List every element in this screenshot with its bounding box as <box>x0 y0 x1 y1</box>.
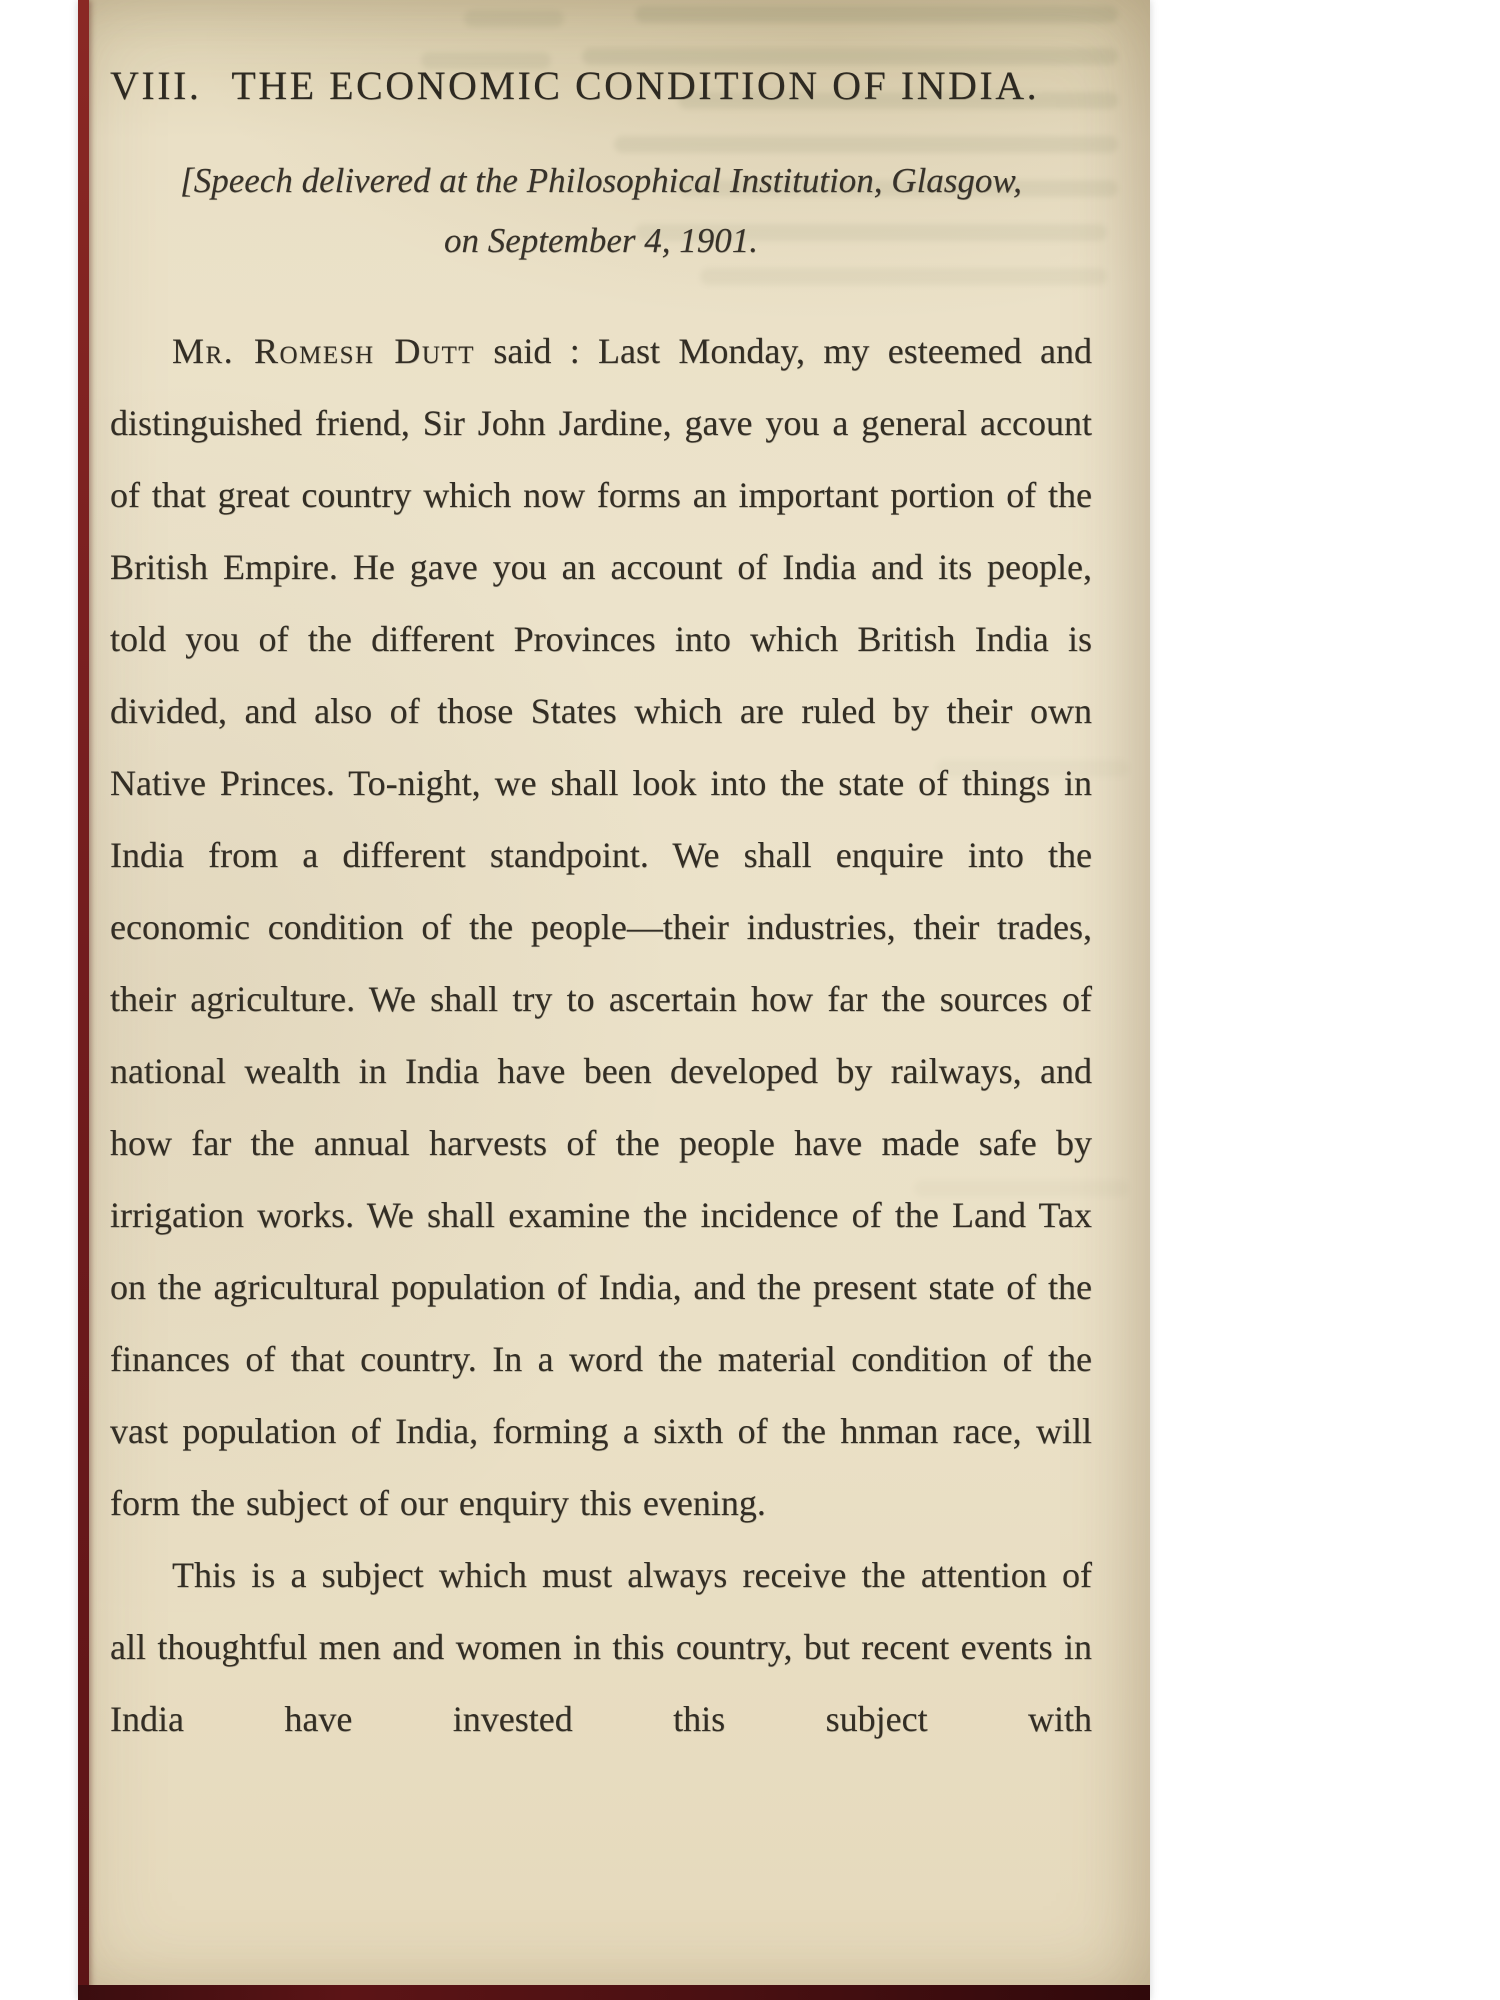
speech-note <box>110 151 1092 271</box>
paragraph-2: This is a subject which must always receive the attention of all thoughtful men and women in this country, but recent events in India have invested this subject with <box>110 1555 1092 1739</box>
binding-edge-bottom <box>78 1985 1150 2000</box>
paragraph-1-text: said : Last Monday, my esteemed and distinguished friend, Sir John Jardine, gave you a general account of that great country which now forms an important portion of the British Empire. He gave you an account of India and its people, told you of the different Provinces into which British India is divided, and also of those States which are ruled by their own Native Princes. To-night, we shall look into the state of things in India from a different standpoint. We shall enquire into the economic condition of the people—their industries, their trades, their agriculture. We shall try to ascertain how far the sources of national wealth in India have been developed by railways, and how far the annual harvests of the people have made safe by irrigation works. We shall examine the incidence of the Land Tax on the agricultural population of India, and the present state of the finances of that country. In a word the material condition of the vast population of India, forming a sixth of the hnman race, will form the subject of our enquiry this evening. <box>110 331 1093 1523</box>
page-content <box>78 0 1150 1755</box>
scanned-book-page <box>78 0 1150 2000</box>
chapter-heading <box>110 62 1092 109</box>
speech-note-line2: on September 4, 1901. <box>444 221 758 260</box>
speaker-name: Mr. Romesh Dutt <box>172 331 476 371</box>
chapter-number: VIII. <box>110 63 202 108</box>
chapter-title: THE ECONOMIC CONDITION OF INDIA. <box>231 63 1040 108</box>
paragraph-1 <box>110 315 1092 1539</box>
speech-note-line1: [Speech delivered at the Philosophical Institution, Glasgow, <box>180 161 1022 200</box>
binding-edge-left <box>78 0 89 2000</box>
speech-body <box>110 315 1092 1755</box>
